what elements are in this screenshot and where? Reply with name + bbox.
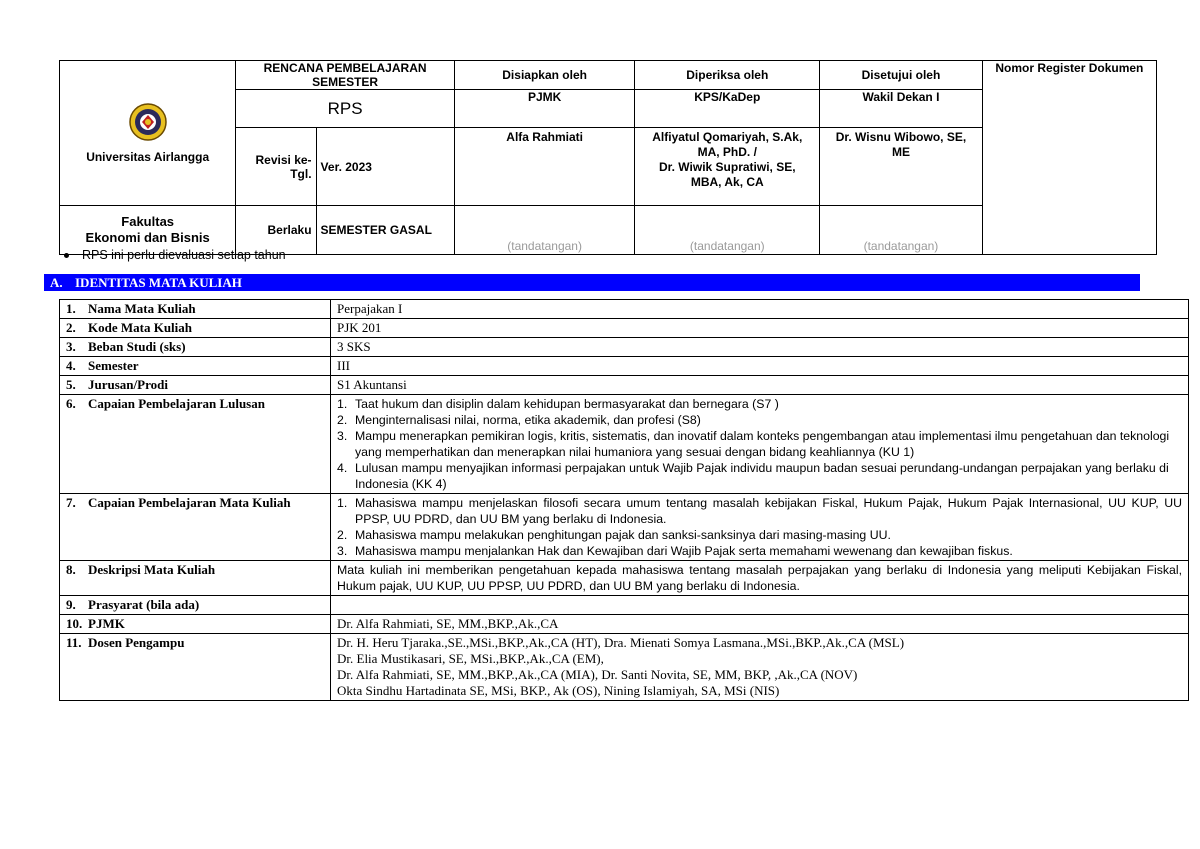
register-cell bbox=[982, 61, 1156, 255]
row-label: Jurusan/Prodi bbox=[88, 377, 168, 392]
faculty-line-2: Ekonomi dan Bisnis bbox=[85, 230, 210, 245]
lecturers-value bbox=[331, 634, 1189, 701]
list-item: 4. Lulusan mampu menyajikan informasi perpajakan untuk Wajib Pajak individu maupun badan sesuai perundang-undangan perpajakan yang berlaku di Indonesia (KK 4) bbox=[337, 461, 1169, 491]
row-label: Beban Studi (sks) bbox=[88, 339, 186, 354]
row-label: Kode Mata Kuliah bbox=[88, 320, 193, 335]
program-value: S1 Akuntansi bbox=[331, 376, 1189, 395]
row-number: 1. bbox=[66, 301, 76, 316]
checked-role: KPS/KaDep bbox=[635, 90, 820, 128]
table-row bbox=[60, 561, 1189, 596]
table-row bbox=[60, 634, 1189, 701]
checked-name-2: MA, PhD. / bbox=[697, 145, 757, 159]
section-title: IDENTITAS MATA KULIAH bbox=[75, 275, 242, 290]
row-label: Semester bbox=[88, 358, 139, 373]
course-description-value: Mata kuliah ini memberikan pengetahuan kepada mahasiswa tentang masalah perpajakan yang berlaku di Indonesia yang meliputi Kebijakan Fiskal, Hukum pajak, UU KUP, UU PPSP, UU PDRD, dan UU BM yang berlaku di Indonesia. bbox=[331, 561, 1189, 596]
valid-label: Berlaku bbox=[236, 206, 316, 255]
row-number: 10. bbox=[66, 616, 83, 631]
university-logo-icon bbox=[128, 102, 168, 142]
revision-value: Ver. 2023 bbox=[316, 128, 454, 206]
table-row bbox=[60, 596, 1189, 615]
graduate-outcomes bbox=[331, 395, 1189, 494]
credits-value: 3 SKS bbox=[331, 338, 1189, 357]
row-number: 8. bbox=[66, 562, 76, 577]
prepared-label: Disiapkan oleh bbox=[454, 61, 635, 90]
pjmk-value: Dr. Alfa Rahmiati, SE, MM.,BKP.,Ak.,CA bbox=[331, 615, 1189, 634]
university-name: Universitas Airlangga bbox=[86, 150, 210, 164]
course-name-value: Perpajakan I bbox=[331, 300, 1189, 319]
row-number: 4. bbox=[66, 358, 76, 373]
checked-names bbox=[635, 128, 820, 206]
doc-short: RPS bbox=[236, 90, 455, 128]
course-identity-table bbox=[59, 299, 1189, 701]
list-item: 3. Mampu menerapkan pemikiran logis, kritis, sistematis, dan inovatif dalam konteks pengembangan atau implementasi ilmu pengetahuan dan teknologi yang memperhatikan dan menerapkan nilai humaniora yang sesuai dengan bidang keahliannya (KU 1) bbox=[337, 429, 1170, 459]
table-row bbox=[60, 357, 1189, 376]
row-label: Prasyarat (bila ada) bbox=[88, 597, 200, 612]
table-row bbox=[60, 300, 1189, 319]
table-row bbox=[60, 376, 1189, 395]
row-label: Capaian Pembelajaran Mata Kuliah bbox=[88, 495, 291, 510]
semester-value: III bbox=[331, 357, 1189, 376]
row-label: Dosen Pengampu bbox=[88, 635, 185, 650]
row-number: 5. bbox=[66, 377, 76, 392]
revision-label: Revisi ke-Tgl. bbox=[236, 128, 316, 206]
doc-type: RENCANA PEMBELAJARAN SEMESTER bbox=[236, 61, 455, 90]
university-cell bbox=[60, 61, 236, 206]
row-label: PJMK bbox=[88, 616, 125, 631]
checked-signature: (tandatangan) bbox=[635, 206, 820, 255]
list-item: 3. Mahasiswa mampu menjalankan Hak dan Kewajiban dari Wajib Pajak serta memahami wewenang dan kewajiban fiskus. bbox=[337, 544, 1013, 558]
table-row bbox=[60, 338, 1189, 357]
list-item: 2. Mahasiswa mampu melakukan penghitungan pajak dan sanksi-sanksinya dari masing-masing UU. bbox=[337, 528, 891, 542]
checked-name-3: Dr. Wiwik Supratiwi, SE, bbox=[658, 160, 796, 174]
row-number: 3. bbox=[66, 339, 76, 354]
table-row bbox=[60, 494, 1189, 561]
course-outcomes-list bbox=[337, 495, 1182, 559]
evaluation-note-text: RPS ini perlu dievaluasi setiap tahun bbox=[82, 248, 286, 262]
lecturer-line: Okta Sindhu Hartadinata SE, MSi, BKP., Ak (OS), Nining Islamiyah, SA, MSi (NIS) bbox=[337, 683, 780, 698]
row-number: 6. bbox=[66, 396, 76, 411]
prepared-role: PJMK bbox=[454, 90, 635, 128]
row-number: 9. bbox=[66, 597, 76, 612]
lecturer-line: Dr. Alfa Rahmiati, SE, MM.,BKP.,Ak.,CA (MIA), Dr. Santi Novita, SE, MM, BKP, ,Ak.,CA (NOV) bbox=[337, 667, 858, 682]
register-label: Nomor Register Dokumen bbox=[995, 61, 1144, 75]
approved-names bbox=[820, 128, 983, 206]
row-number: 7. bbox=[66, 495, 76, 510]
evaluation-note bbox=[64, 248, 286, 262]
row-number: 11. bbox=[66, 635, 82, 650]
lecturer-line: Dr. Elia Mustikasari, SE, MSi.,BKP.,Ak.,CA (EM), bbox=[337, 651, 604, 666]
prepared-name: Alfa Rahmiati bbox=[454, 128, 635, 206]
checked-name-1: Alfiyatul Qomariyah, S.Ak, bbox=[652, 130, 803, 144]
checked-name-4: MBA, Ak, CA bbox=[690, 175, 764, 189]
table-row bbox=[60, 615, 1189, 634]
bullet-icon bbox=[64, 253, 69, 258]
approved-name-2: ME bbox=[891, 145, 910, 159]
faculty-line-1: Fakultas bbox=[121, 214, 175, 229]
list-item: 1. Mahasiswa mampu menjelaskan filosofi secara umum tentang masalah kebijakan Fiskal, Hukum Pajak, Hukum Pajak Internasional, UU KUP, UU PPSP, UU PDRD, dan UU BM yang berlaku di Indonesia. bbox=[337, 496, 1182, 526]
approved-label: Disetujui oleh bbox=[820, 61, 983, 90]
row-label: Deskripsi Mata Kuliah bbox=[88, 562, 216, 577]
section-header bbox=[44, 274, 1140, 291]
section-letter: A. bbox=[50, 275, 63, 290]
list-item: 2. Menginternalisasi nilai, norma, etika akademik, dan profesi (S8) bbox=[337, 413, 701, 427]
row-label: Nama Mata Kuliah bbox=[88, 301, 196, 316]
prepared-signature: (tandatangan) bbox=[454, 206, 635, 255]
approved-role: Wakil Dekan I bbox=[820, 90, 983, 128]
valid-value: SEMESTER GASAL bbox=[316, 206, 454, 255]
table-row bbox=[60, 319, 1189, 338]
row-number: 2. bbox=[66, 320, 76, 335]
row-label: Capaian Pembelajaran Lulusan bbox=[88, 396, 265, 411]
list-item: 1. Taat hukum dan disiplin dalam kehidupan bermasyarakat dan bernegara (S7 ) bbox=[337, 397, 779, 411]
approved-name-1: Dr. Wisnu Wibowo, SE, bbox=[835, 130, 967, 144]
approved-signature: (tandatangan) bbox=[820, 206, 983, 255]
course-code-value: PJK 201 bbox=[331, 319, 1189, 338]
course-outcomes bbox=[331, 494, 1189, 561]
prerequisite-value bbox=[331, 596, 1189, 615]
checked-label: Diperiksa oleh bbox=[635, 61, 820, 90]
document-header-table bbox=[59, 60, 1157, 255]
graduate-outcomes-list bbox=[337, 396, 1182, 492]
lecturer-line: Dr. H. Heru Tjaraka.,SE.,MSi.,BKP.,Ak.,CA (HT), Dra. Mienati Somya Lasmana.,MSi.,BKP.,Ak.,CA (MSL) bbox=[337, 635, 905, 650]
table-row bbox=[60, 395, 1189, 494]
